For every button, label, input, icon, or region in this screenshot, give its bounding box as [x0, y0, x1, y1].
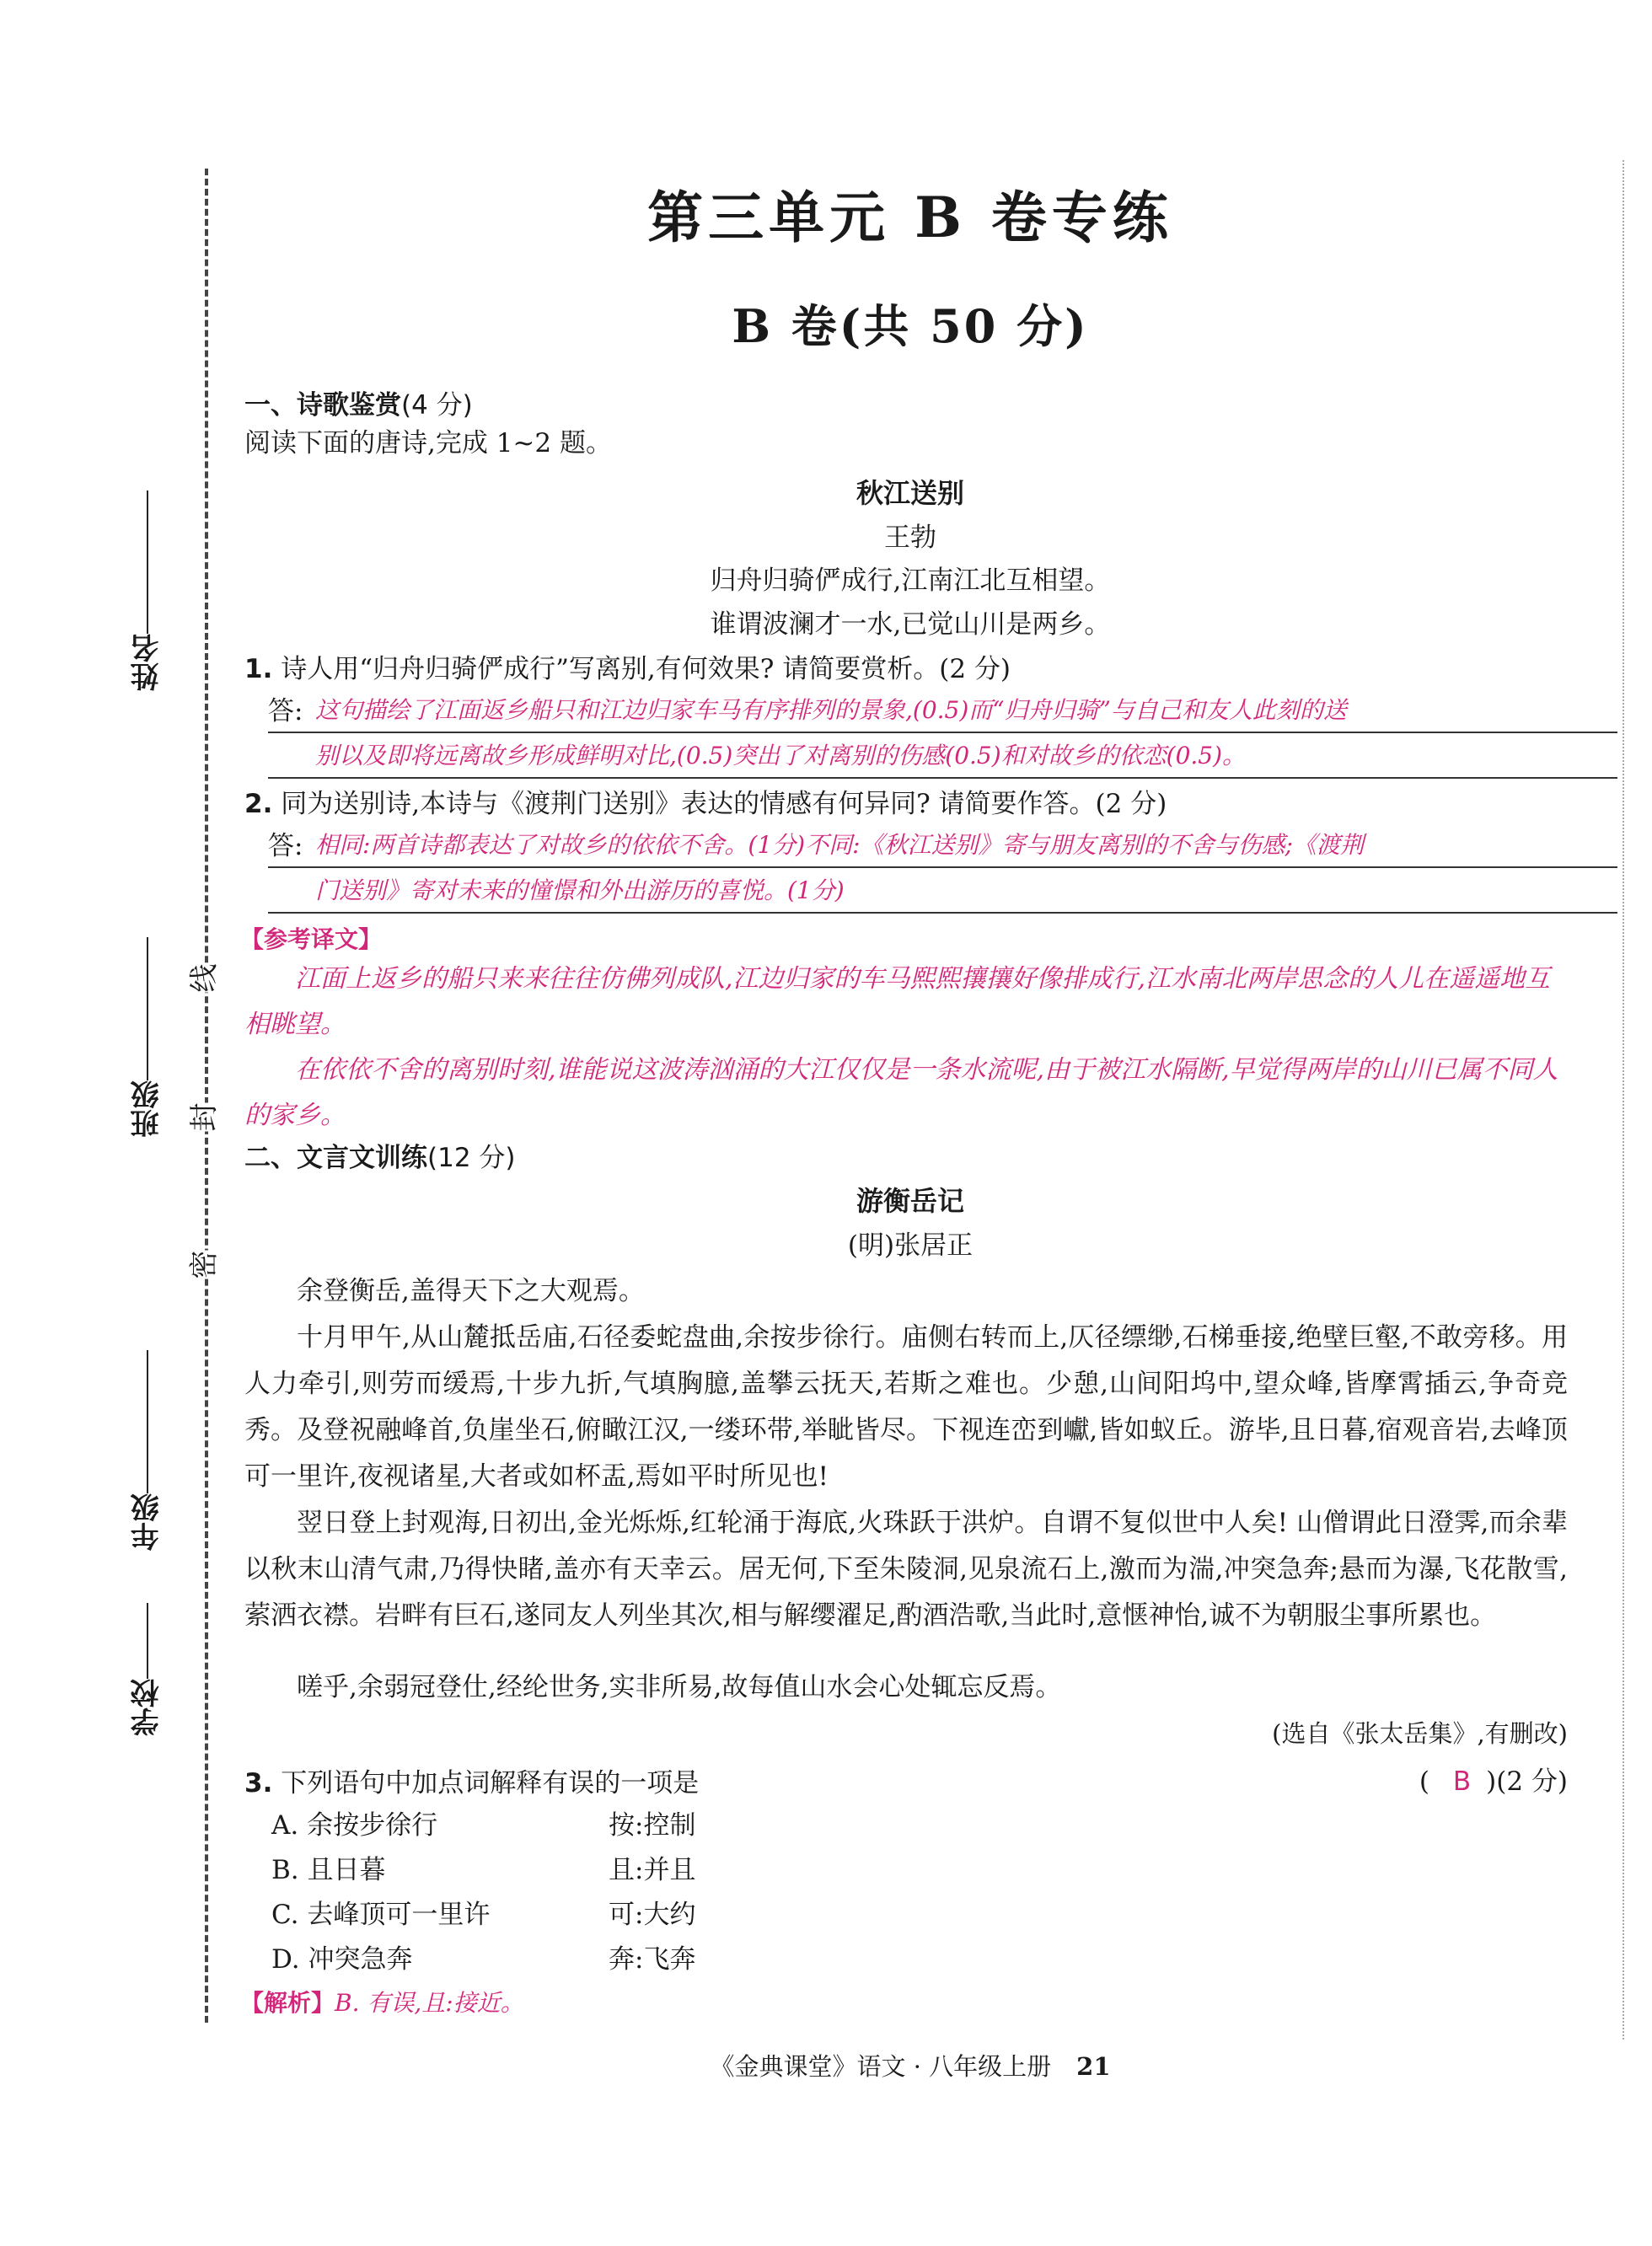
page-subtitle: B 卷(共 50 分) — [732, 299, 1089, 353]
page-title: 第三单元 B 卷专练 — [647, 185, 1173, 250]
passage-title: 游衡岳记 — [856, 1185, 964, 1217]
seal-mark-secret: 密 — [176, 1251, 228, 1279]
option-c-gloss: 可:大约 — [609, 1900, 696, 1930]
answer-2-line-1[interactable]: 相同:两首诗都表达了对故乡的依依不舍。(1分)不同:《秋江送别》寄与朋友离别的不舍与伤感;《渡荆 — [268, 824, 1617, 868]
answer-2-label: 答: — [268, 831, 303, 861]
page-number: 21 — [1076, 2052, 1111, 2081]
page-edge-line — [1622, 160, 1624, 2040]
reference-translation-tag: 【参考译文】 — [240, 925, 383, 953]
analysis — [240, 1985, 524, 2018]
option-b-gloss: 且:并且 — [609, 1855, 696, 1885]
grade-label: 年级 — [131, 1493, 164, 1551]
translation-paragraph-1: 江面上返乡的船只来来往往仿佛列成队,江边归家的车马熙熙攘攘好像排成行,江水南北两岸思念的人儿在遥遥地互相眺望。 — [244, 964, 1551, 1039]
option-a-gloss: 按:控制 — [609, 1810, 696, 1841]
passage-paragraph-3: 翌日登上封观海,日初出,金光烁烁,红轮涌于海底,火珠跃于洪炉。自谓不复似世中人矣! 山僧谓此日澄霁,而余辈以秋末山清气肃,乃得快睹,盖亦有天幸云。居无何,下至朱陵洞,见泉流石上,激而为湍,冲突急奔;悬而为瀑,飞花散雪,萦洒衣襟。岩畔有巨石,遂同友人列坐其次,相与解缨濯足,酌酒浩歌,当此时,意惬神怡,诚不为朝服尘事所累也。 — [244, 1508, 1568, 1631]
option-c[interactable]: C. 去峰顶可一里许 — [271, 1900, 491, 1930]
answer-1-line-2[interactable]: 别以及即将远离故乡形成鲜明对比,(0.5)突出了对离别的伤感(0.5)和对故乡的依恋(0.5)。 — [268, 735, 1617, 779]
book-title: 《金典课堂》语文 · 八年级上册 — [710, 2052, 1052, 2081]
translation-paragraph-2: 在依依不舍的离别时刻,谁能说这波涛汹涌的大江仅仅是一条水流呢,由于被江水隔断,早觉得两岸的山川已属不同人的家乡。 — [244, 1055, 1558, 1130]
passage-paragraph-2: 十月甲午,从山麓抵岳庙,石径委蛇盘曲,余按步徐行。庙侧右转而上,仄径缥缈,石梯垂接,绝壁巨壑,不敢旁移。用人力牵引,则劳而缓焉,十步九折,气填胸臆,盖攀云抚天,若斯之难也。少憩,山间阳坞中,望众峰,皆摩霄插云,争奇竞秀。及登祝融峰首,负崖坐石,俯瞰江汉,一缕环带,举眦皆尽。下视连峦到巘,皆如蚁丘。游毕,且日暮,宿观音岩,去峰顶可一里许,夜视诸星,大者或如杯盂,焉如平时所见也! — [244, 1322, 1568, 1492]
question-3: 3. 下列语句中加点词解释有误的一项是 — [244, 1768, 700, 1798]
question-3-answer-box[interactable]: ( B )(2 分) — [1419, 1766, 1568, 1797]
poem-line-1: 归舟归骑俨成行,江南江北互相望。 — [710, 566, 1111, 596]
analysis-tag: 【解析】 — [240, 1989, 335, 2017]
option-b[interactable]: B. 且日暮 — [271, 1855, 386, 1885]
seal-mark-seal: 封 — [176, 1103, 228, 1132]
school-field[interactable] — [126, 1601, 177, 1736]
passage-author: (明)张居正 — [847, 1230, 974, 1261]
section1-instruction: 阅读下面的唐诗,完成 1~2 题。 — [244, 428, 612, 458]
seal-mark-line: 线 — [176, 964, 228, 993]
poem-line-2: 谁谓波澜才一水,已觉山川是两乡。 — [710, 609, 1111, 640]
passage-paragraph-4: 嗟乎,余弱冠登仕,经纶世务,实非所易,故每值山水会心处辄忘反焉。 — [297, 1672, 1062, 1702]
section2-heading: 二、文言文训练(12 分) — [244, 1143, 516, 1173]
passage-source: (选自《张太岳集》,有删改) — [1272, 1719, 1568, 1748]
option-d-gloss: 奔:飞奔 — [609, 1944, 696, 1975]
poem-title: 秋江送别 — [856, 477, 964, 509]
answer-1-label: 答: — [268, 696, 303, 726]
class-label: 班级 — [131, 1080, 164, 1138]
question-3-answer: B — [1452, 1766, 1472, 1797]
answer-2-line-2[interactable]: 门送别》寄对未来的憧憬和外出游历的喜悦。(1分) — [268, 870, 1617, 914]
grade-field[interactable] — [126, 1332, 177, 1551]
analysis-text: B. 有误,且:接近。 — [335, 1989, 524, 2017]
option-a[interactable]: A. 余按步徐行 — [271, 1810, 438, 1841]
class-field[interactable] — [126, 919, 177, 1138]
page-footer — [0, 2048, 1652, 2083]
passage-paragraph-1: 余登衡岳,盖得天下之大观焉。 — [297, 1276, 645, 1306]
school-label: 学校 — [131, 1679, 164, 1736]
section1-heading: 一、诗歌鉴赏(4 分) — [244, 390, 473, 421]
poem-author: 王勃 — [884, 523, 936, 553]
answer-1-line-1[interactable]: 这句描绘了江面返乡船只和江边归家车马有序排列的景象,(0.5)而“归舟归骑”与自己和友人此刻的送 — [268, 689, 1617, 733]
name-label: 姓名 — [131, 634, 164, 691]
question-2: 2. 同为送别诗,本诗与《渡荆门送别》表达的情感有何异同? 请简要作答。(2 分) — [244, 789, 1167, 819]
option-d[interactable]: D. 冲突急奔 — [271, 1944, 413, 1975]
question-1: 1. 诗人用“归舟归骑俨成行”写离别,有何效果? 请简要赏析。(2 分) — [244, 654, 1011, 684]
binding-dashed-line — [205, 169, 208, 2023]
